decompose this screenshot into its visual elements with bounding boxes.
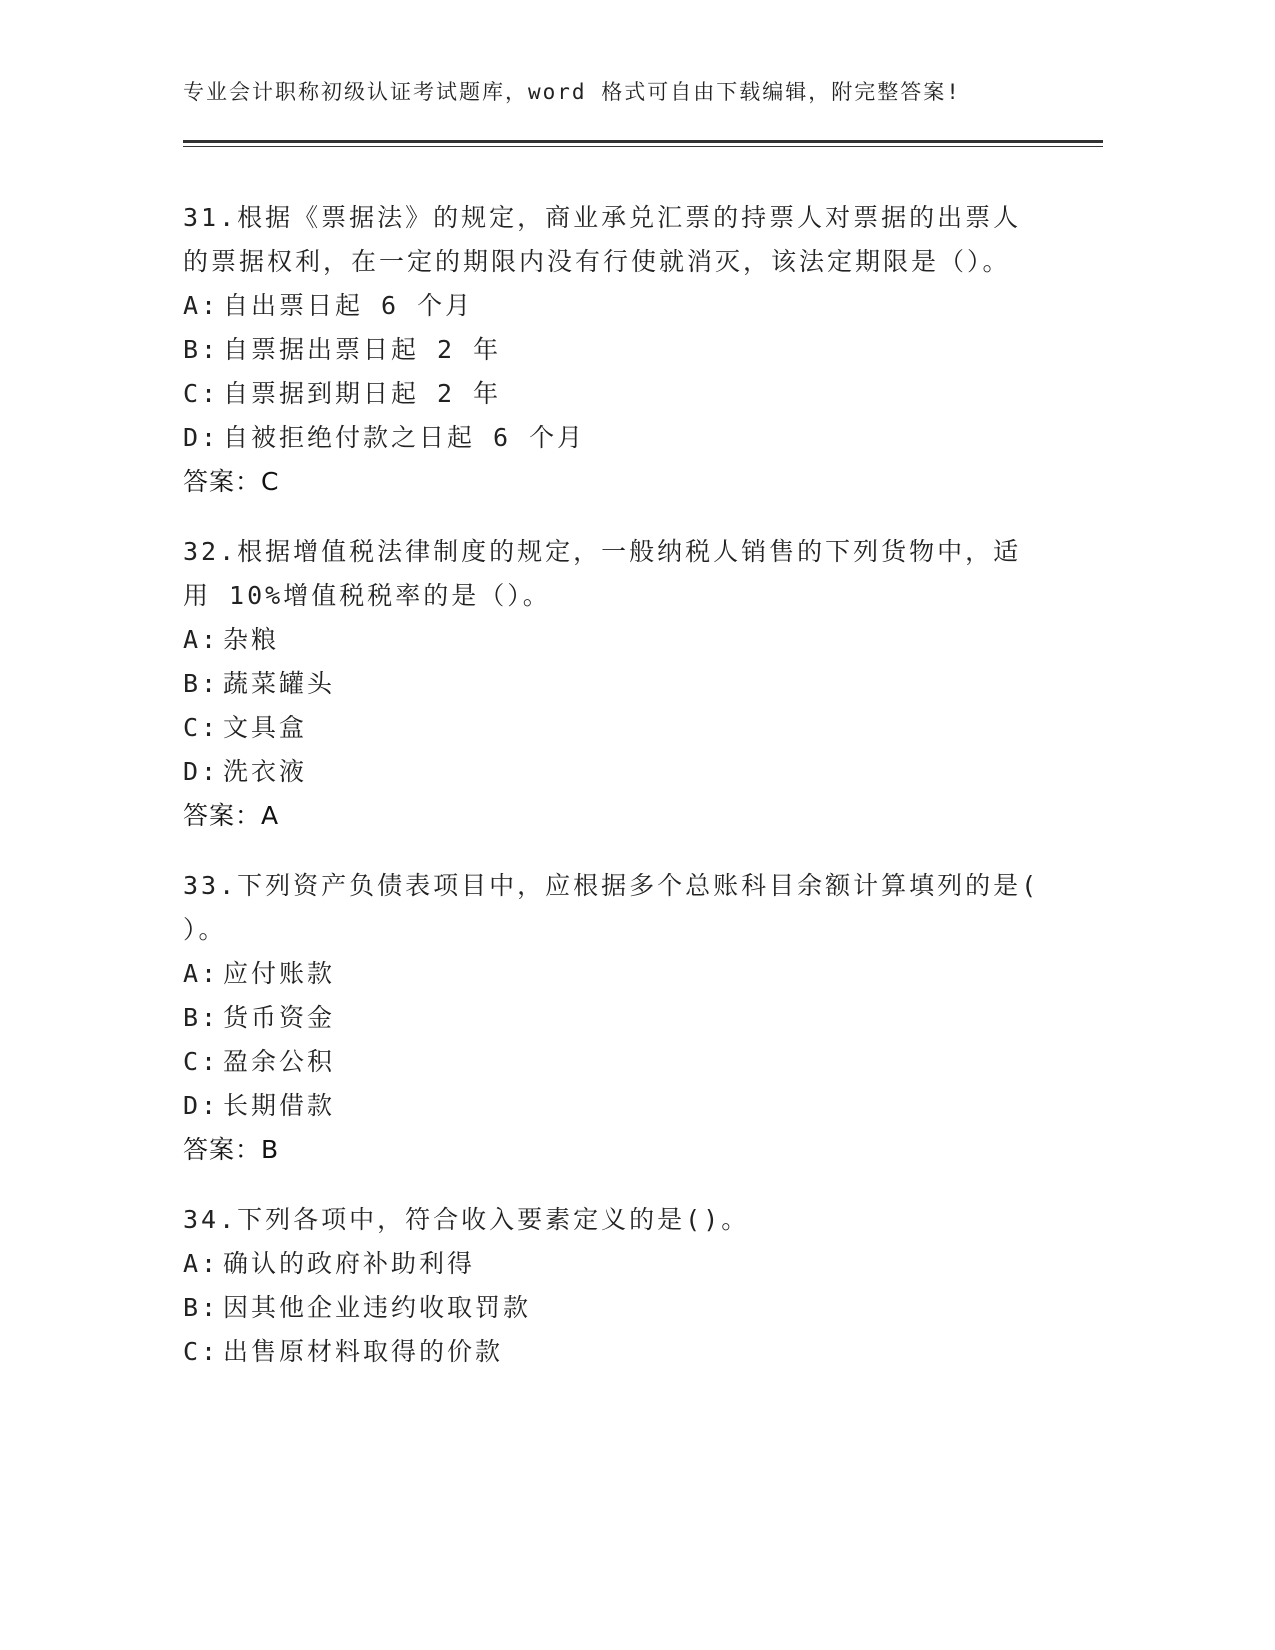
option-text: 文具盒 — [223, 713, 308, 742]
question-33 — [183, 864, 1043, 1172]
option-letter: A: — [183, 1249, 220, 1278]
option-a — [183, 1242, 1043, 1286]
answer-line: 答案：A — [183, 801, 280, 830]
option-letter: A: — [183, 959, 220, 988]
option-letter: C: — [183, 1047, 220, 1076]
option-letter: D: — [183, 1091, 220, 1120]
question-31 — [183, 196, 1043, 504]
option-text: 货币资金 — [223, 1003, 336, 1032]
option-text: 杂粮 — [223, 625, 280, 654]
option-letter: D: — [183, 423, 220, 452]
option-letter: C: — [183, 713, 220, 742]
option-c — [183, 706, 1043, 750]
question-stem: 33.下列资产负债表项目中，应根据多个总账科目余额计算填列的是( ）。 — [183, 871, 1040, 944]
option-letter: B: — [183, 669, 220, 698]
header-divider-thin — [183, 146, 1103, 147]
option-text: 洗衣液 — [223, 757, 308, 786]
answer-line: 答案：B — [183, 1135, 280, 1164]
option-b — [183, 1286, 1043, 1330]
option-d — [183, 416, 1043, 460]
option-letter: B: — [183, 1003, 220, 1032]
option-a — [183, 618, 1043, 662]
option-b — [183, 662, 1043, 706]
option-letter: C: — [183, 1337, 220, 1366]
option-text: 出售原材料取得的价款 — [223, 1337, 504, 1366]
question-32 — [183, 530, 1043, 838]
option-b — [183, 328, 1043, 372]
option-a — [183, 952, 1043, 996]
option-c — [183, 1330, 1043, 1374]
option-letter: B: — [183, 1293, 220, 1322]
option-text: 长期借款 — [223, 1091, 336, 1120]
option-text: 自票据出票日起 2 年 — [223, 335, 502, 364]
option-text: 自票据到期日起 2 年 — [223, 379, 502, 408]
option-text: 自出票日起 6 个月 — [223, 291, 474, 320]
option-text: 盈余公积 — [223, 1047, 336, 1076]
option-text: 自被拒绝付款之日起 6 个月 — [223, 423, 586, 452]
option-letter: C: — [183, 379, 220, 408]
option-text: 蔬菜罐头 — [223, 669, 336, 698]
question-stem: 32.根据增值税法律制度的规定，一般纳税人销售的下列货物中，适用 10%增值税税率的是（）。 — [183, 537, 1022, 610]
option-text: 因其他企业违约收取罚款 — [223, 1293, 532, 1322]
answer-line: 答案：C — [183, 467, 280, 496]
option-letter: B: — [183, 335, 220, 364]
option-b — [183, 996, 1043, 1040]
question-stem: 34.下列各项中，符合收入要素定义的是()。 — [183, 1205, 750, 1234]
question-stem: 31.根据《票据法》的规定，商业承兑汇票的持票人对票据的出票人的票据权利，在一定的期限内没有行使就消灭，该法定期限是（）。 — [183, 203, 1022, 276]
option-c — [183, 1040, 1043, 1084]
option-text: 确认的政府补助利得 — [223, 1249, 476, 1278]
option-d — [183, 750, 1043, 794]
option-letter: A: — [183, 291, 220, 320]
question-34 — [183, 1198, 1043, 1374]
option-letter: D: — [183, 757, 220, 786]
header-note: 专业会计职称初级认证考试题库，word 格式可自由下载编辑，附完整答案! — [183, 80, 961, 104]
option-c — [183, 372, 1043, 416]
header-divider-thick — [183, 140, 1103, 143]
option-letter: A: — [183, 625, 220, 654]
option-d — [183, 1084, 1043, 1128]
question-list — [183, 196, 1043, 1400]
option-a — [183, 284, 1043, 328]
option-text: 应付账款 — [223, 959, 336, 988]
